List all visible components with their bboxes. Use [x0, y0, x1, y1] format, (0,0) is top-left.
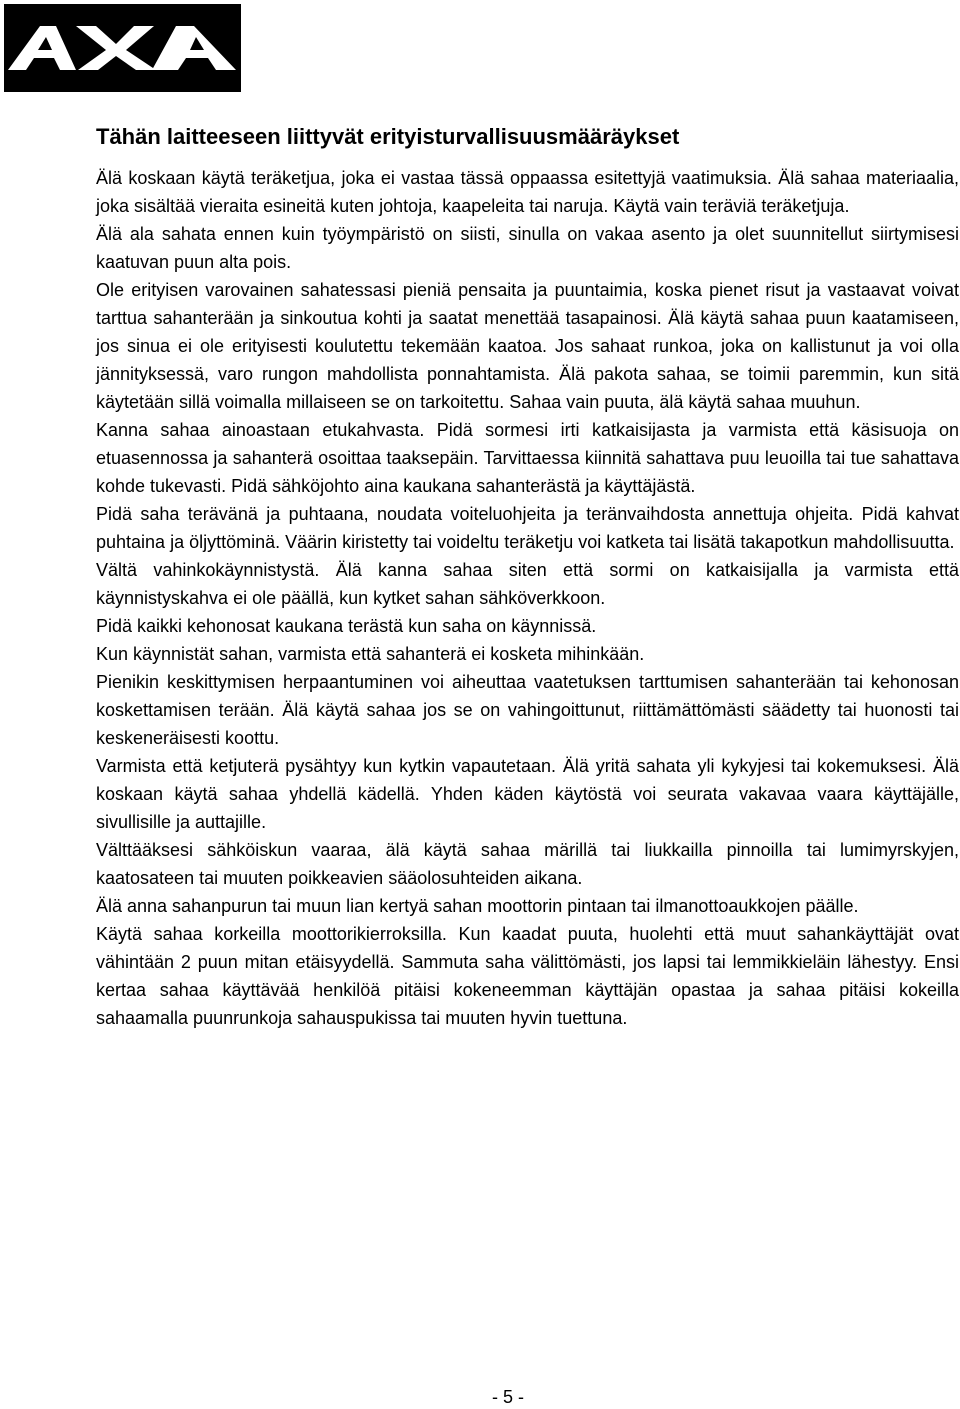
- paragraph-1: Älä koskaan käytä teräketjua, joka ei vastaa tässä oppaassa esitettyjä vaatimuksia. Älä sahaa materiaalia, joka sisältää vieraita esineitä kuten johtoja, kaapeleita tai naruja. Käytä vain teräviä teräketjuja.: [96, 168, 959, 216]
- paragraph-11: Välttääksesi sähköiskun vaaraa, älä käytä sahaa märillä tai liukkailla pinnoilla tai lumimyrskyjen, kaatosateen tai muuten poikkeavien sääolosuhteiden aikana.: [96, 840, 959, 888]
- paragraph-12: Älä anna sahanpurun tai muun lian kertyä sahan moottorin pintaan tai ilmanottoaukkojen päälle.: [96, 896, 859, 916]
- section-title: Tähän laitteeseen liittyvät erityisturvallisuusmääräykset: [96, 124, 680, 149]
- paragraph-3: Ole erityisen varovainen sahatessasi pieniä pensaita ja puuntaimia, koska pienet risut ja vastaavat voivat tarttua sahanterään ja sinkoutua kohti ja saatat menettää tasapainosi. Älä käytä sahaa puun kaatamiseen, jos sinua ei ole erityisesti koulutettu tekemään kaatoa. Jos sahaat runkoa, joka on kallistunut ja voi olla jännityksessä, varo rungon mahdollista ponnahtamista. Älä pakota sahaa, se toimii paremmin, kun sitä käytetään sillä voimalla millaiseen se on tarkoitettu. Sahaa vain puuta, älä käytä sahaa muuhun.: [96, 280, 959, 412]
- paragraph-8: Kun käynnistät sahan, varmista että sahanterä ei kosketa mihinkään.: [96, 644, 645, 664]
- paragraph-4: Kanna sahaa ainoastaan etukahvasta. Pidä sormesi irti katkaisijasta ja varmista että käsisuoja on etuasennossa ja sahanterä osoittaa taaksepäin. Tarvittaessa kiinnitä sahattava puu leuoilla tai tue sahattava kohde tukevasti. Pidä sähköjohto aina kaukana sahanterästä ja käyttäjästä.: [96, 420, 959, 496]
- paragraph-10: Varmista että ketjuterä pysähtyy kun kytkin vapautetaan. Älä yritä sahata yli kykyjesi tai kokemuksesi. Älä koskaan käytä sahaa yhdellä kädellä. Yhden käden käytöstä voi seurata vakavaa vaara käyttäjälle, sivullisille ja auttajille.: [96, 756, 959, 832]
- paragraph-2: Älä ala sahata ennen kuin työympäristö on siisti, sinulla on vakaa asento ja olet suunnitellut siirtymisesi kaatuvan puun alta pois.: [96, 224, 959, 272]
- axa-logo-mark: [4, 4, 241, 92]
- axa-logo: [4, 4, 241, 92]
- document-body: [96, 122, 959, 1032]
- paragraph-9: Pienikin keskittymisen herpaantuminen voi aiheuttaa vaatetuksen tarttumisen sahanterään tai kehonosan koskettamisen terään. Älä käytä sahaa jos se on vahingoittunut, riittämättömästi säädetty tai huonosti tai keskeneräisesti koottu.: [96, 672, 959, 748]
- paragraph-5: Pidä saha terävänä ja puhtaana, noudata voiteluohjeita ja teränvaihdosta annettuja ohjeita. Pidä kahvat puhtaina ja öljyttöminä. Väärin kiristetty tai voideltu teräketju voi katketa tai lisätä takapotkun mahdollisuutta.: [96, 504, 959, 552]
- paragraph-7: Pidä kaikki kehonosat kaukana terästä kun saha on käynnissä.: [96, 616, 597, 636]
- paragraph-6: Vältä vahinkokäynnistystä. Älä kanna sahaa siten että sormi on katkaisijalla ja varmista että käynnistyskahva ei ole päällä, kun kytket sahan sähköverkkoon.: [96, 560, 959, 608]
- page-number: - 5 -: [491, 1387, 524, 1407]
- paragraph-13: Käytä sahaa korkeilla moottorikierroksilla. Kun kaadat puuta, huolehti että muut sahankäyttäjät ovat vähintään 2 puun mitan etäisyydellä. Sammuta saha välittömästi, jos lapsi tai lemmikkieläin lähestyy. Ensi kertaa sahaa käyttävää henkilöä pitäisi kokeneemman käyttäjän opastaa ja sahaa pitäisi kokeilla sahaamalla puunrunkoja sahauspukissa tai muuten hyvin tuettuna.: [96, 924, 959, 1028]
